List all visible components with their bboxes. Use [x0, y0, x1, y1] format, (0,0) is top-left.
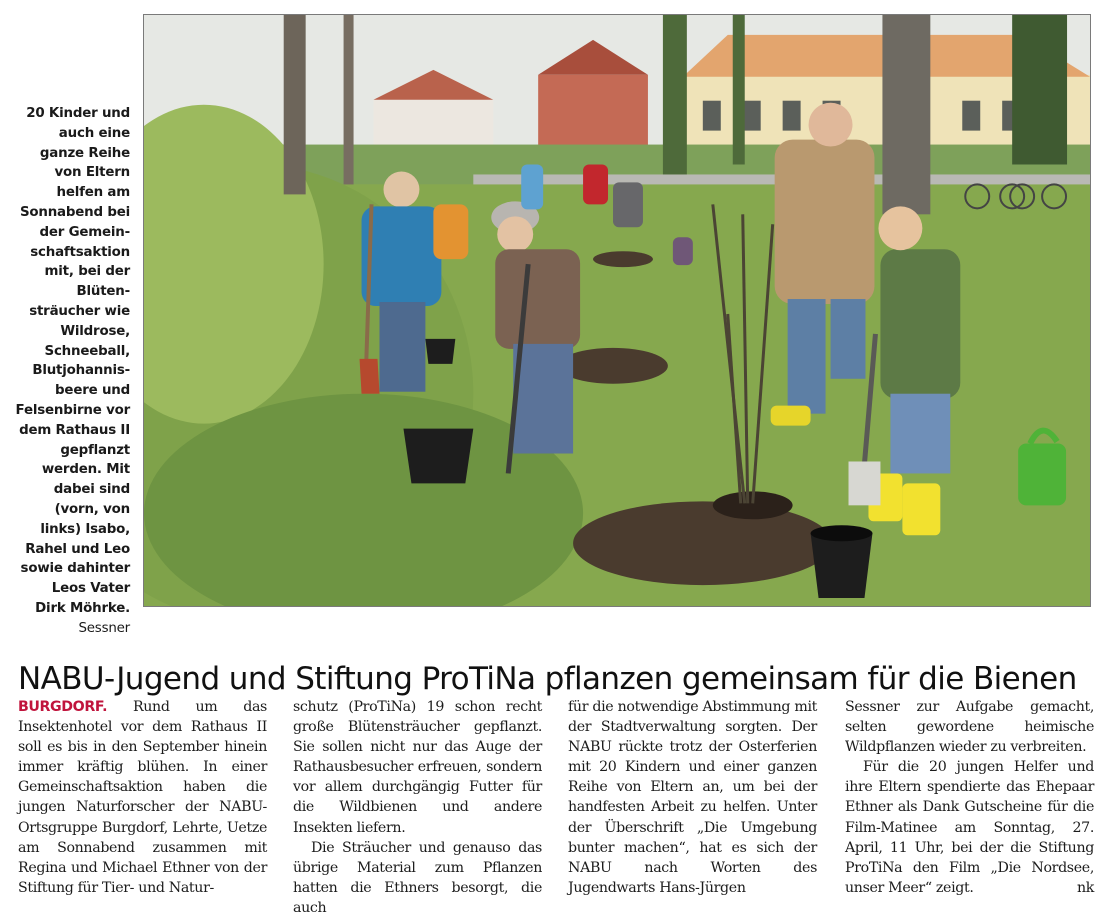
caption-line: dem Rathaus II — [19, 422, 130, 438]
article-column-4 — [845, 697, 1094, 898]
caption-line: helfen am — [56, 185, 130, 201]
author-initials: nk — [1076, 879, 1094, 896]
caption-line: schaftsaktion — [30, 244, 130, 260]
caption-line: Blüten- — [76, 284, 130, 300]
caption-line: Rahel und Leo — [25, 541, 130, 557]
caption-line: Leos Vater — [51, 581, 130, 597]
caption-line: 20 Kinder und — [26, 106, 130, 121]
caption-line: Sonnabend bei — [19, 204, 130, 220]
caption-line: ganze Reihe — [39, 145, 130, 161]
photo-caption — [8, 104, 130, 639]
article-paragraph: schutz (ProTiNa) 19 schon recht große Blütensträucher gepflanzt. Sie sollen nicht nur das Auge der Rathausbesucher erfreuen, sondern vor allem durchgängig Futter für die Wildbienen und andere Insekten liefern. — [293, 699, 542, 836]
caption-line: (vorn, von — [54, 501, 130, 517]
article-photo — [143, 14, 1091, 607]
article-column-2 — [293, 697, 542, 918]
caption-line: Schneeball, — [44, 343, 130, 359]
dateline: BURGDORF. — [18, 699, 108, 715]
article-column-3 — [568, 697, 817, 898]
planting-scene-illustration — [144, 15, 1090, 606]
article-column-1 — [18, 697, 267, 898]
caption-line: dabei sind — [53, 482, 130, 498]
caption-line: Wildrose, — [60, 323, 130, 339]
caption-line: mit, bei der — [44, 264, 130, 280]
caption-line: von Eltern — [54, 165, 130, 181]
article-paragraph: Sessner zur Aufgabe gemacht, selten gewordene heimische Wildpflanzen wieder zu verbreiten. — [845, 699, 1094, 756]
caption-line: sowie dahinter — [20, 561, 130, 577]
caption-line: auch eine — [58, 125, 130, 141]
photo-credit: Sessner — [78, 620, 130, 636]
article-paragraph: für die notwendige Abstimmung mit der Stadtverwaltung sorgten. Der NABU rückte trotz der Osterferien mit 20 Kindern und einer ganzen Reihe von Eltern an, um bei der handfesten Arbeit zu helfen. Unter der Überschrift „Die Umgebung bunter machen“, hat es sich der NABU nach Worten des Jugendwarts Hans-Jürgen — [568, 699, 817, 896]
caption-line: sträucher wie — [29, 303, 130, 319]
caption-line: gepflanzt — [60, 442, 130, 458]
caption-line: der Gemein- — [39, 224, 130, 240]
article-paragraph: Die Sträucher und genauso das übrige Material zum Pflanzen hatten die Ethners besorgt, die auch — [293, 839, 542, 916]
article-headline: NABU-Jugend und Stiftung ProTiNa pflanzen gemeinsam für die Bienen — [18, 660, 1077, 697]
article-paragraph: Rund um das Insektenhotel vor dem Rathaus II soll es bis in den September hinein immer kräftig blühen. In einer Gemeinschaftsaktion haben die jungen Naturforscher der NABU-Ortsgruppe Burgdorf, Lehrte, Uetze am Sonnabend zusammen mit Regina und Michael Ethner von der Stiftung für Tier- und Natur- — [18, 699, 267, 896]
caption-line: Felsenbirne vor — [15, 402, 130, 418]
caption-line: links) Isabo, — [40, 521, 130, 537]
caption-line: beere und — [55, 383, 130, 399]
article-paragraph: Für die 20 jungen Helfer und ihre Eltern spendierte das Ehepaar Ethner als Dank Gutscheine für die Film-Matinee am Sonntag, 27. April, 11 Uhr, bei der die Stiftung ProTiNa den Film „Die Nordsee, unser Meer“ zeigt. — [845, 759, 1094, 896]
caption-line: Blutjohannis- — [32, 363, 130, 379]
caption-line: werden. Mit — [41, 462, 130, 478]
caption-line: Dirk Möhrke. — [35, 600, 130, 616]
